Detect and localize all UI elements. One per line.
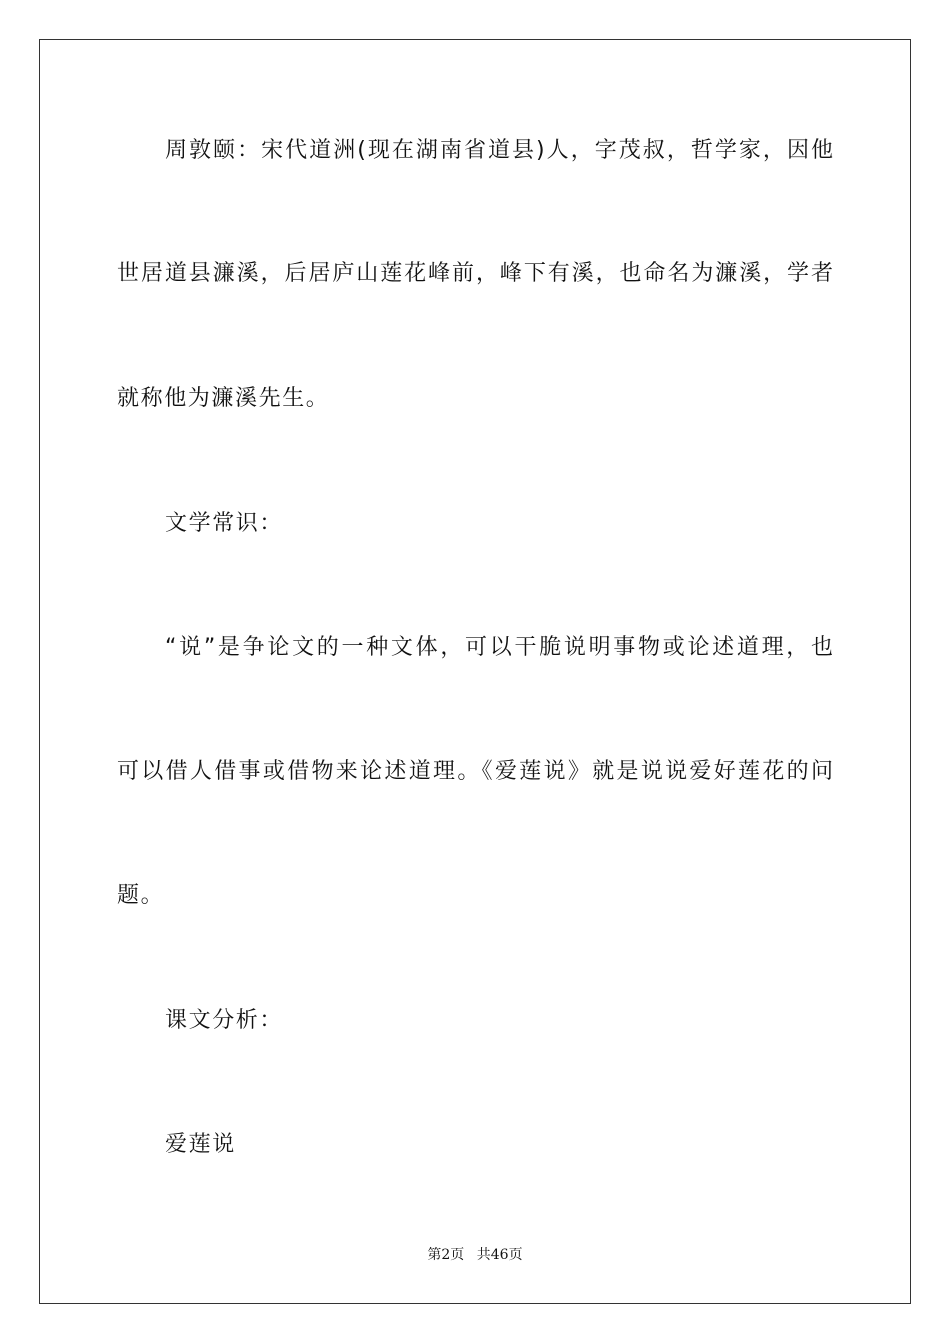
text-title: 爱莲说	[165, 1132, 236, 1157]
author-paragraph-line-2: 世居道县濂溪，后居庐山莲花峰前，峰下有溪，也命名为濂溪，学者	[117, 261, 833, 286]
page-number-total: 共46页	[476, 1247, 523, 1263]
page-footer	[0, 1244, 950, 1264]
analysis-heading: 课文分析：	[165, 1008, 284, 1033]
page-frame	[39, 39, 911, 1304]
literary-paragraph-line-2: 可以借人借事或借物来论述道理。《爱莲说》就是说说爱好莲花的问	[117, 759, 833, 784]
author-paragraph-line-3: 就称他为濂溪先生。	[117, 386, 330, 411]
literary-paragraph-line-1: “说”是争论文的一种文体，可以干脆说明事物或论述道理，也	[165, 635, 833, 660]
author-paragraph-line-1: 周敦颐：宋代道洲(现在湖南省道县)人，字茂叔，哲学家，因他	[165, 138, 833, 163]
literary-heading: 文学常识：	[165, 511, 284, 536]
literary-paragraph-line-3: 题。	[117, 883, 165, 908]
page-number-current: 第2页	[427, 1247, 465, 1263]
